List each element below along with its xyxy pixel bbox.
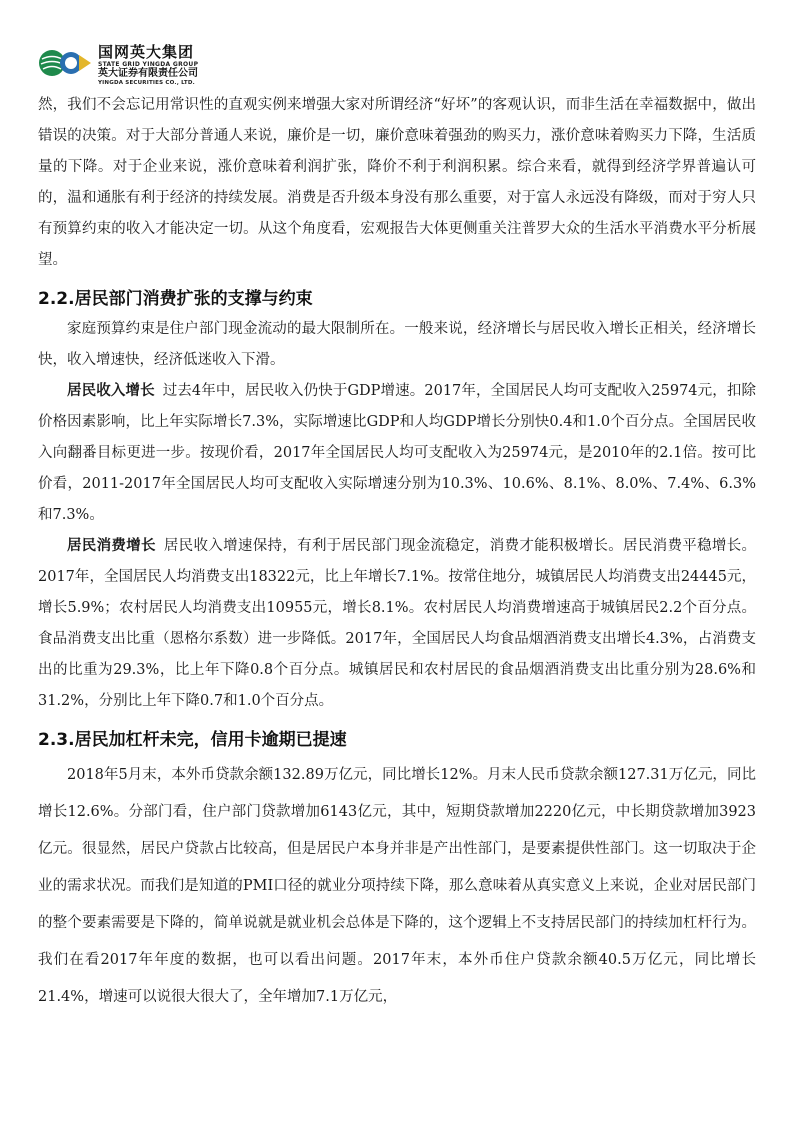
section-heading-2-2: 2.2.居民部门消费扩张的支撑与约束 [38,289,313,309]
paragraph-budget-constraint: 家庭预算约束是住户部门现金流动的最大限制所在。一般来说，经济增长与居民收入增长正相关，经济增长快，收入增速快，经济低迷收入下滑。 [38,321,756,368]
page-header [38,44,338,88]
sub-en: YINGDA SECURITIES CO., LTD. [98,80,195,86]
keyword-consumption-growth: 居民消费增长 [67,538,156,554]
yingda-logo-icon [38,46,92,80]
logo-en: STATE GRID YINGDA GROUP [98,61,199,68]
income-growth-text: 过去4年中，居民收入仍快于GDP增速。2017年，全国居民人均可支配收入25974元，扣除价格因素影响，比上年实际增长7.3%，实际增速比GDP和人均GDP增长分别快0.4和1.0个百分点。全国居民收入向翻番目标更进一步。按现价看，2017年全国居民人均可支配收入为25974元，是2010年的2.1倍。按可比价看，2011-2017年全国居民人均可支配收入实际增速分别为10.3%、10.6%、8.1%、8.0%、7.4%、6.3%和7.3%。 [38,383,757,523]
paragraph-income-growth [38,376,756,531]
paragraph-consumption-growth [38,531,756,717]
sub-cn: 英大证券有限责任公司 [98,68,198,79]
section-heading-2-3: 2.3.居民加杠杆未完，信用卡逾期已提速 [38,730,347,750]
consumption-growth-text: 居民收入增速保持，有利于居民部门现金流稳定，消费才能积极增长。居民消费平稳增长。2017年，全国居民人均消费支出18322元，比上年增长7.1%。按常住地分，城镇居民人均消费支出24445元，增长5.9%；农村居民人均消费支出10955元，增长8.1%。农村居民人均消费增速高于城镇居民2.2个百分点。食品消费支出比重（恩格尔系数）进一步降低。2017年，全国居民人均食品烟酒消费支出增长4.3%，占消费支出的比重为29.3%，比上年下降0.8个百分点。城镇居民和农村居民的食品烟酒消费支出比重分别为28.6%和31.2%，分别比上年下降0.7和1.0个百分点。 [38,538,757,709]
keyword-income-growth: 居民收入增长 [67,383,155,399]
paragraph-household-leverage: 2018年5月末，本外币贷款余额132.89万亿元，同比增长12%。月末人民币贷款余额127.31万亿元，同比增长12.6%。分部门看，住户部门贷款增加6143亿元，其中，短期贷款增加2220亿元，中长期贷款增加3923亿元。很显然，居民户贷款占比较高，但是居民户本身并非是产出性部门，是要素提供性部门。这一切取决于企业的需求状况。而我们是知道的PMI口径的就业分项持续下降，那么意味着从真实意义上来说，企业对居民部门的整个要素需要是下降的，简单说就是就业机会总体是下降的，这个逻辑上不支持居民部门的持续加杠杆行为。我们在看2017年年度的数据，也可以看出问题。2017年末，本外币住户贷款余额40.5万亿元，同比增长21.4%，增速可以说很大很大了，全年增加7.1万亿元， [38,767,756,1005]
document-body [38,90,756,1016]
paragraph-intro-continued: 然，我们不会忘记用常识性的直观实例来增强大家对所谓经济“好坏”的客观认识，而非生活在幸福数据中，做出错误的决策。对于大部分普通人来说，廉价是一切，廉价意味着强劲的购买力，涨价意味着购买力下降，生活质量的下降。对于企业来说，涨价意味着利润扩张，降价不利于利润积累。综合来看，就得到经济学界普遍认可的，温和通胀有利于经济的持续发展。消费是否升级本身没有那么重要，对于富人永远没有降级，而对于穷人只有预算约束的收入才能决定一切。从这个角度看，宏观报告大体更侧重关注普罗大众的生活水平消费水平分析展望。 [38,97,756,268]
logo-cn: 国网英大集团 [98,43,195,61]
